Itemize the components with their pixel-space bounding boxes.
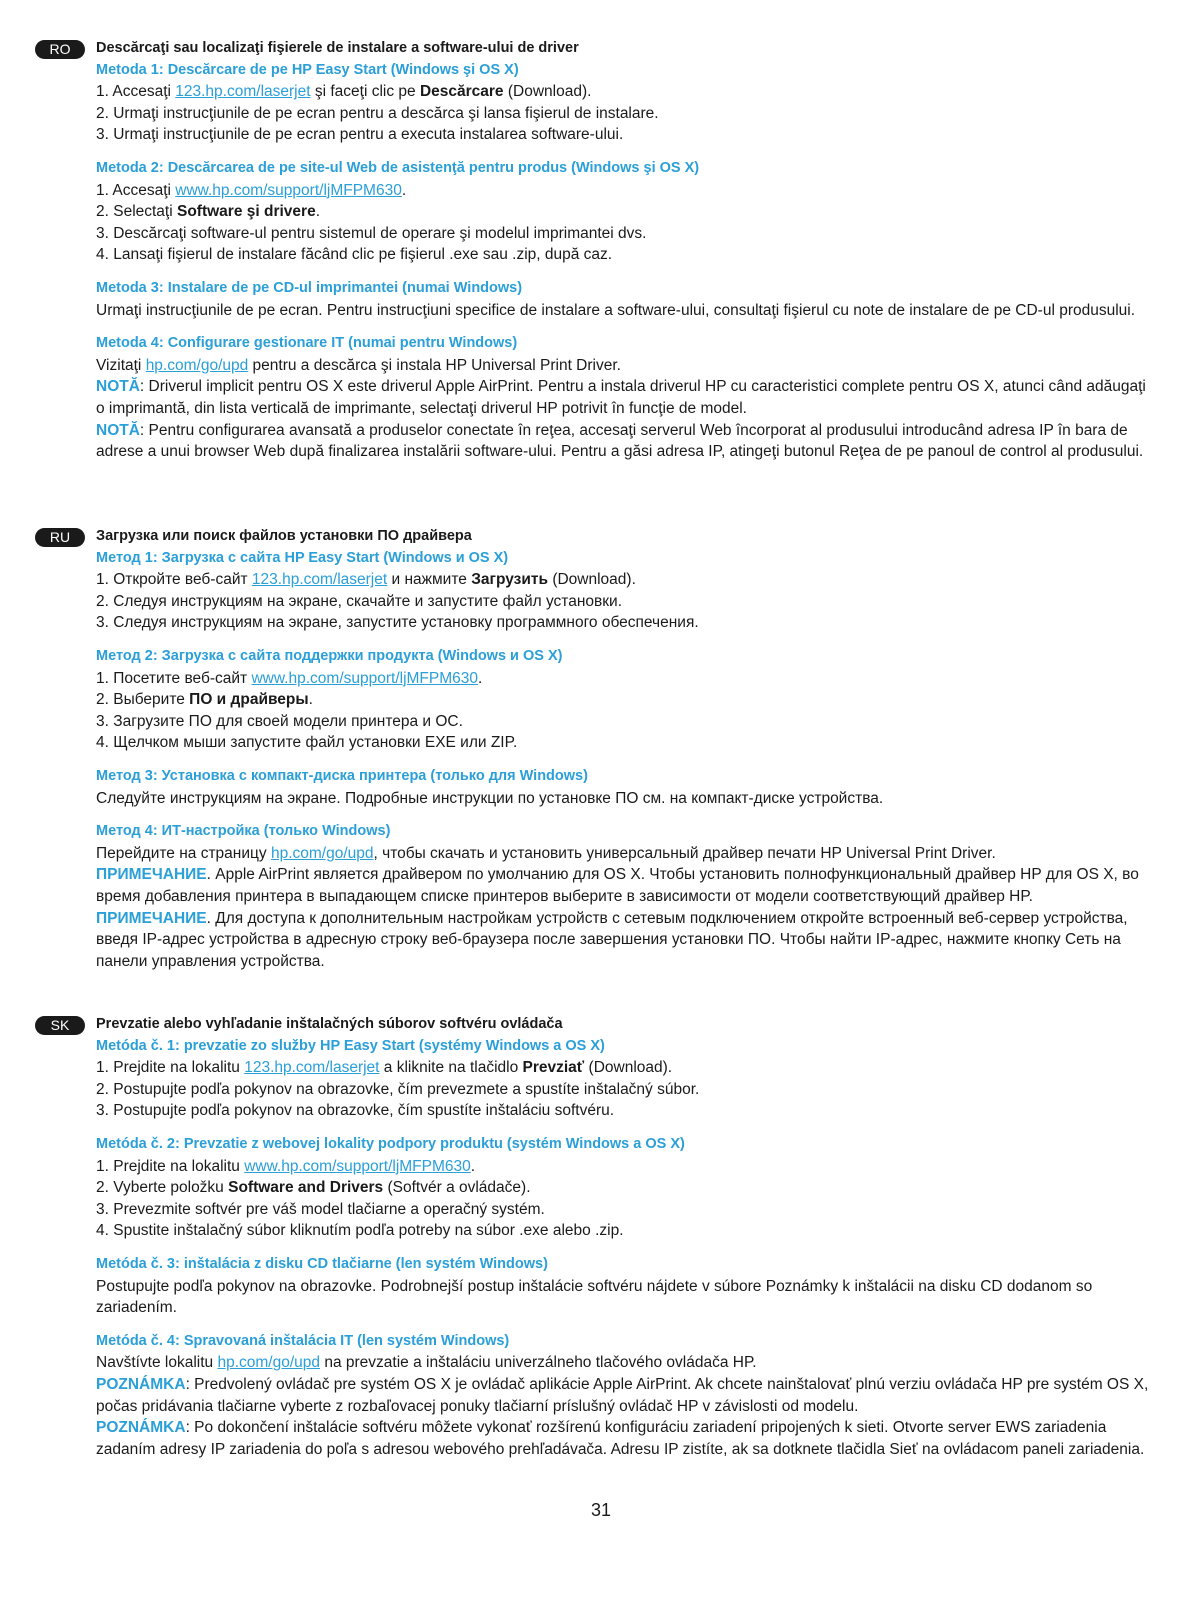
method-4 [96,333,1155,463]
step-text: pentru a descărca şi instala HP Universal Print Driver. [248,356,621,374]
step-text: . [315,203,321,221]
step-text: 2. Selectaţi [96,203,177,221]
step-bold: Загрузить [471,571,549,589]
step-text: şi faceţi clic pe [310,83,420,101]
step-text: . [478,669,483,687]
note-text: . Apple AirPrint является драйвером по умолчанию для OS X. Чтобы установить полнофункциональный драйвер HP для OS X, во время добавления принтера в выпадающем списке принтеров выберите в зависимости от модели соответствующий драйвер HP. [96,866,1139,905]
method-2 [96,158,1155,266]
step-text: 1. Prejdite na lokalitu [96,1059,245,1077]
step-text: 1. Посетите веб-сайт [96,669,252,687]
step-text: 1. Prejdite na lokalitu [96,1157,245,1175]
note-2 [96,420,1155,463]
step-4: 4. Lansaţi fişierul de instalare făcând clic pe fişierul .exe sau .zip, după caz. [96,246,613,264]
step-1 [96,355,1155,377]
method-4 [96,1331,1155,1461]
step-1 [96,1156,1155,1178]
note-2 [96,1417,1155,1460]
note-label: NOTĂ [96,378,140,396]
step-bold: Prevziať [522,1059,585,1077]
page-number: 31 [590,1500,612,1520]
section-title: Prevzatie alebo vyhľadanie inštalačných súborov softvéru ovládača [96,1016,563,1032]
method-3 [96,278,1155,321]
link-support[interactable]: www.hp.com/support/ljMFPM630 [244,1157,471,1175]
step-bold: Software and Drivers [228,1179,384,1197]
section-content-sk [96,1014,1155,1460]
step-text: , чтобы скачать и установить универсальный драйвер печати HP Universal Print Driver. [373,844,996,862]
step-1 [96,668,1155,690]
step-text: a kliknite na tlačidlo [379,1059,523,1077]
note-label: ПРИМЕЧАНИЕ [96,909,207,927]
step-2 [96,201,1155,223]
step-text: 2. Выберите [96,691,190,709]
step-text: (Download). [548,571,636,589]
step-text: . [470,1157,476,1175]
link-123-hp[interactable]: 123.hp.com/laserjet [251,571,388,589]
step-text: 1. Accesaţi [96,181,176,199]
method-title: Метод 3: Установка с компакт-диска принтера (только для Windows) [96,767,588,784]
method-title: Metóda č. 1: prevzatie zo služby HP Easy Start (systémy Windows a OS X) [96,1037,605,1054]
method-title: Метод 2: Загрузка с сайта поддержки продукта (Windows и OS X) [96,647,563,664]
link-support[interactable]: www.hp.com/support/ljMFPM630 [251,669,479,687]
step-2 [96,689,1155,711]
method-1 [96,548,1155,634]
language-badge-ro: RO [35,40,85,59]
method-text: Postupujte podľa pokynov na obrazovke. Podrobnejší postup inštalácie softvéru nájdete v súbore Poznámky k inštalácii na disku CD dodanom so zariadením. [96,1277,1093,1317]
step-text: и нажмите [387,571,472,589]
section-sk [35,1014,1155,1472]
step-text: . [401,181,407,199]
section-content-ro [96,38,1155,463]
section-ru [35,526,1155,984]
step-2 [96,1177,1155,1199]
step-3: 3. Prevezmite softvér pre váš model tlačiarne a operačný systém. [96,1200,545,1218]
method-title: Metoda 1: Descărcare de pe HP Easy Start (Windows şi OS X) [96,61,519,78]
step-text: (Download). [503,83,592,101]
section-content-ru [96,526,1155,972]
method-text: Следуйте инструкциям на экране. Подробные инструкции по установке ПО см. на компакт-диске устройства. [96,789,884,807]
method-title: Metóda č. 2: Prevzatie z webovej lokality podpory produktu (systém Windows a OS X) [96,1135,685,1152]
step-text: Перейдите на страницу [96,844,271,862]
note-1 [96,1374,1155,1417]
note-text: : Predvolený ovládač pre systém OS X je ovládač aplikácie Apple AirPrint. Ak chcete nainštalovať plnú verziu ovládača HP pre systém OS X, počas pridávania tlačiarne vyberte z rozbaľovacej ponuky tlačiarní príslušný ovládač HP v závislosti od modelu. [96,1375,1149,1415]
link-support[interactable]: www.hp.com/support/ljMFPM630 [175,181,402,199]
method-3 [96,766,1155,809]
step-text: Navštívte lokalitu [96,1354,218,1372]
method-2 [96,646,1155,754]
note-text: . Для доступа к дополнительным настройкам устройств с сетевым подключением откройте встроенный веб-сервер устройства, введя IP-адрес устройства в адресную строку веб-браузера после завершения установки ПО. Чтобы найти IP-адрес, нажмите кнопку Сеть на панели управления устройства. [96,909,1128,970]
note-label: POZNÁMKA [96,1419,186,1437]
note-label: ПРИМЕЧАНИЕ [96,866,207,884]
note-text: : Driverul implicit pentru OS X este driverul Apple AirPrint. Pentru a instala driverul HP cu caracteristici complete pentru OS X, atunci când adăugaţi o imprimantă, din lista verticală de imprimante, selectaţi driverul HP potrivit în funcţie de model. [96,378,1146,417]
link-upd[interactable]: hp.com/go/upd [145,356,249,374]
step-1 [96,81,1155,103]
method-title: Metóda č. 3: inštalácia z disku CD tlačiarne (len systém Windows) [96,1255,548,1272]
method-title: Metoda 2: Descărcarea de pe site-ul Web de asistenţă pentru produs (Windows şi OS X) [96,159,700,176]
step-text: (Download). [584,1059,673,1077]
step-3: 3. Urmaţi instrucţiunile de pe ecran pentru a executa instalarea software-ului. [96,126,624,144]
step-text: (Softvér a ovládače). [383,1179,531,1197]
step-1 [96,180,1155,202]
note-2 [96,908,1155,973]
note-text: : Pentru configurarea avansată a produselor conectate în reţea, accesaţi serverul Web încorporat al produsului introducând adresa IP în bara de adrese a unui browser Web după finalizarea instalării software-ului. Pentru a găsi adresa IP, atingeţi butonul Reţea de pe panoul de control al produsului. [96,421,1144,461]
note-1 [96,376,1155,419]
step-3: 3. Postupujte podľa pokynov na obrazovke, čím spustíte inštaláciu softvéru. [96,1102,615,1120]
note-label: NOTĂ [96,421,140,439]
note-1 [96,864,1155,907]
step-text: 1. Откройте веб-сайт [96,571,252,589]
step-4: 4. Щелчком мыши запустите файл установки EXE или ZIP. [96,734,518,752]
step-text: 2. Vyberte položku [96,1179,229,1197]
step-bold: ПО и драйверы [189,691,309,709]
note-label: POZNÁMKA [96,1375,186,1393]
method-3 [96,1254,1155,1319]
method-1 [96,1036,1155,1122]
step-1 [96,1352,1155,1374]
section-title: Descărcaţi sau localizaţi fişierele de instalare a software-ului de driver [96,40,579,56]
step-4: 4. Spustite inštalačný súbor kliknutím podľa potreby na súbor .exe alebo .zip. [96,1222,624,1240]
step-2: 2. Postupujte podľa pokynov na obrazovke, čím prevezmete a spustíte inštalačný súbor. [96,1080,700,1098]
method-title: Метод 1: Загрузка с сайта HP Easy Start (Windows и OS X) [96,549,509,566]
step-bold: Descărcare [419,83,504,101]
language-badge-ru: RU [35,528,85,547]
step-2: 2. Urmaţi instrucţiunile de pe ecran pentru a descărca şi lansa fişierul de instalare. [96,104,659,122]
step-text: Vizitaţi [96,356,146,374]
step-3: 3. Descărcaţi software-ul pentru sistemul de operare şi modelul imprimantei dvs. [96,224,647,242]
method-2 [96,1134,1155,1242]
step-text: . [308,691,313,709]
method-title: Метод 4: ИТ-настройка (только Windows) [96,823,391,840]
note-text: : Po dokončení inštalácie softvéru môžete vykonať rozšírenú konfiguráciu zariadení pripojených k sieti. Otvorte server EWS zariadenia zadaním adresy IP zariadenia do poľa s adresou webového prehľadávača. Adresu IP zistíte, ak sa dotknete tlačidla Sieť na ovládacom paneli zariadenia. [96,1419,1145,1458]
section-ro [35,38,1155,475]
method-title: Metóda č. 4: Spravovaná inštalácia IT (len systém Windows) [96,1332,510,1349]
step-1 [96,1057,1155,1079]
link-123-hp[interactable]: 123.hp.com/laserjet [175,83,311,101]
step-text: na prevzatie a inštaláciu univerzálneho tlačového ovládača HP. [320,1354,757,1372]
step-2: 2. Следуя инструкциям на экране, скачайте и запустите файл установки. [96,592,623,610]
link-upd[interactable]: hp.com/go/upd [270,844,374,862]
link-123-hp[interactable]: 123.hp.com/laserjet [244,1059,380,1077]
step-3: 3. Загрузите ПО для своей модели принтера и ОС. [96,712,463,730]
language-badge-sk: SK [35,1016,85,1035]
step-1 [96,843,1155,865]
step-text: 1. Accesaţi [96,83,176,101]
method-1 [96,60,1155,146]
section-title: Загрузка или поиск файлов установки ПО драйвера [96,528,472,544]
step-3: 3. Следуя инструкциям на экране, запустите установку программного обеспечения. [96,614,699,632]
step-bold: Software şi drivere [177,203,316,221]
method-4 [96,821,1155,972]
method-title: Metoda 3: Instalare de pe CD-ul imprimantei (numai Windows) [96,279,523,296]
method-text: Urmaţi instrucţiunile de pe ecran. Pentru instrucţiuni specifice de instalare a software-ului, consultaţi fişierul cu note de instalare de pe CD-ul produsului. [96,301,1136,319]
method-title: Metoda 4: Configurare gestionare IT (numai pentru Windows) [96,335,518,352]
link-upd[interactable]: hp.com/go/upd [217,1354,321,1372]
step-1 [96,569,1155,591]
